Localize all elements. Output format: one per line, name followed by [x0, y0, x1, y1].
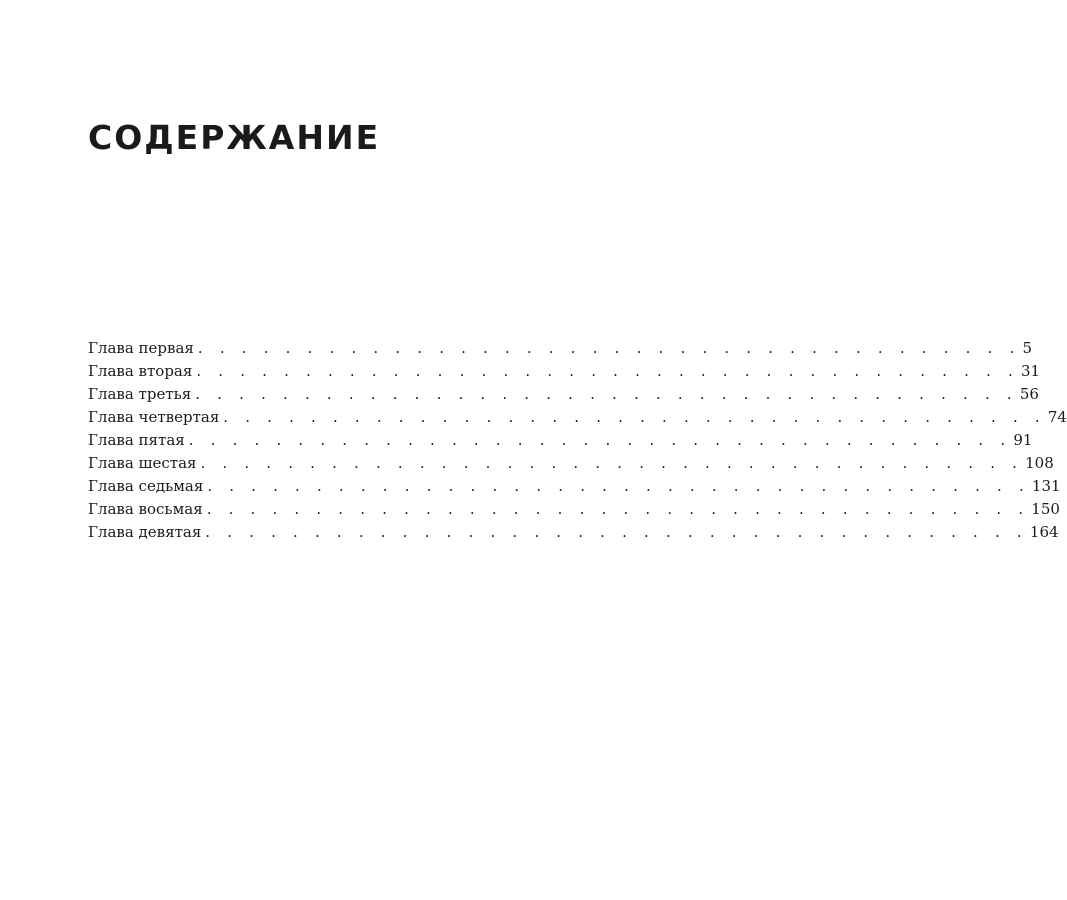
dot-leader: . . . . . . . . . . . . . . . . . . . . . . . . . . . . . . . . . . . . . .: [197, 339, 1021, 357]
dot-leader: . . . . . . . . . . . . . . . . . . . . . . . . . . . . . . . . . . . . . .: [195, 385, 1018, 403]
toc-entry-page: 131: [1031, 477, 1061, 495]
toc-entry-label: Глава вторая: [88, 362, 193, 380]
dot-leader: . . . . . . . . . . . . . . . . . . . . . . . . . . . . . . . . . . . . . .: [223, 408, 1046, 426]
toc-entry-page: 31: [1020, 362, 1041, 380]
dot-leader: . . . . . . . . . . . . . . . . . . . . . . . . . . . . . . . . . . . . . .: [207, 477, 1030, 495]
toc-entry-page: 5: [1022, 339, 1033, 357]
toc-entry-page: 164: [1029, 523, 1059, 541]
toc-entry-5[interactable]: [88, 429, 1033, 452]
toc-entry-page: 108: [1025, 454, 1054, 472]
toc-entry-page: 74: [1047, 408, 1067, 426]
dot-leader: . . . . . . . . . . . . . . . . . . . . . . . . . . . . . . . . . . . . . .: [205, 523, 1028, 541]
toc-entry-label: Глава восьмая: [88, 500, 203, 518]
toc-entry-label: Глава девятая: [88, 523, 202, 541]
toc-entry-9[interactable]: [88, 521, 1059, 544]
toc-entry-label: Глава пятая: [88, 431, 185, 449]
toc-entry-label: Глава шестая: [88, 454, 197, 472]
toc-entry-label: Глава седьмая: [88, 477, 204, 495]
toc-entry-3[interactable]: [88, 383, 1039, 406]
toc-entry-label: Глава четвертая: [88, 408, 220, 426]
page-title: СОДЕРЖАНИЕ: [88, 118, 381, 157]
table-of-contents: [88, 337, 1067, 544]
toc-entry-page: 150: [1031, 500, 1060, 518]
toc-entry-1[interactable]: [88, 337, 1033, 360]
toc-entry-label: Глава третья: [88, 385, 192, 403]
toc-entry-page: 91: [1013, 431, 1033, 449]
toc-entry-8[interactable]: [88, 498, 1060, 521]
toc-entry-label: Глава первая: [88, 339, 194, 357]
toc-entry-7[interactable]: [88, 475, 1061, 498]
dot-leader: . . . . . . . . . . . . . . . . . . . . . . . . . . . . . . . . . . . . . .: [196, 362, 1019, 380]
dot-leader: . . . . . . . . . . . . . . . . . . . . . . . . . . . . . . . . . . . . . .: [200, 454, 1024, 472]
toc-entry-6[interactable]: [88, 452, 1054, 475]
toc-entry-4[interactable]: [88, 406, 1067, 429]
dot-leader: . . . . . . . . . . . . . . . . . . . . . . . . . . . . . . . . . . . . . .: [188, 431, 1012, 449]
dot-leader: . . . . . . . . . . . . . . . . . . . . . . . . . . . . . . . . . . . . . .: [206, 500, 1030, 518]
toc-entry-2[interactable]: [88, 360, 1041, 383]
toc-entry-page: 56: [1019, 385, 1039, 403]
